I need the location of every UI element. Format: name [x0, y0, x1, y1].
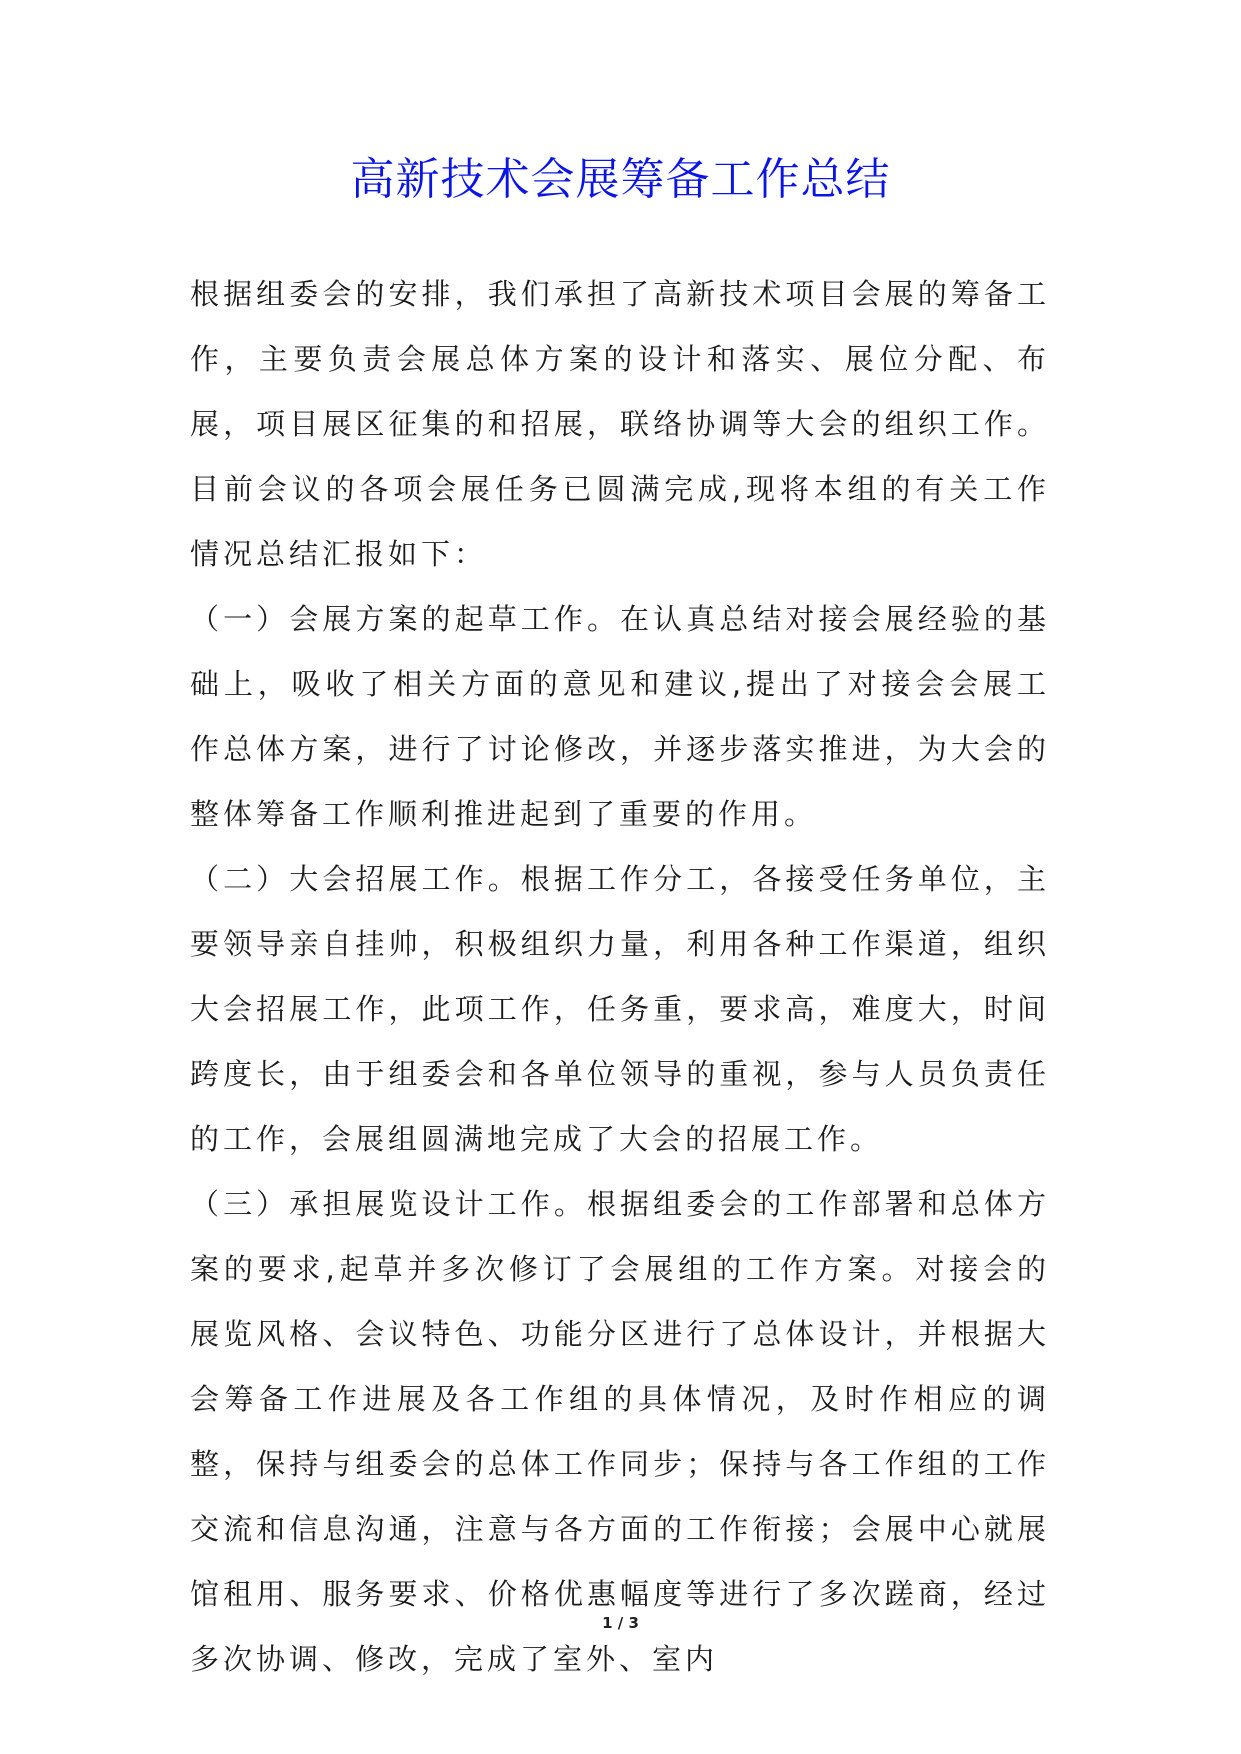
paragraph-intro: 根据组委会的安排，我们承担了高新技术项目会展的筹备工作，主要负责会展总体方案的设计和落实、展位分配、布展，项目展区征集的和招展，联络协调等大会的组织工作。目前会议的各项会展任务已圆满完成,现将本组的有关工作情况总结汇报如下：	[190, 277, 1050, 571]
paragraph-section-3: （三）承担展览设计工作。根据组委会的工作部署和总体方案的要求,起草并多次修订了会展组的工作方案。对接会的展览风格、会议特色、功能分区进行了总体设计，并根据大会筹备工作进展及各工作组的具体情况，及时作相应的调整，保持与组委会的总体工作同步；保持与各工作组的工作交流和信息沟通，注意与各方面的工作衔接；会展中心就展馆租用、服务要求、价格优惠幅度等进行了多次蹉商，经过多次协调、修改，完成了室外、室内	[190, 1187, 1050, 1676]
document-body	[190, 262, 1050, 1692]
document-title: 高新技术会展筹备工作总结	[350, 154, 891, 205]
page-number: 1 / 3	[602, 1614, 639, 1632]
paragraph-section-1: （一）会展方案的起草工作。在认真总结对接会展经验的基础上，吸收了相关方面的意见和建议,提出了对接会会展工作总体方案，进行了讨论修改，并逐步落实推进，为大会的整体筹备工作顺利推进起到了重要的作用。	[190, 602, 1050, 831]
paragraph-section-2: （二）大会招展工作。根据工作分工，各接受任务单位，主要领导亲自挂帅，积极组织力量，利用各种工作渠道，组织大会招展工作，此项工作，任务重，要求高，难度大，时间跨度长，由于组委会和各单位领导的重视，参与人员负责任的工作，会展组圆满地完成了大会的招展工作。	[190, 862, 1050, 1156]
